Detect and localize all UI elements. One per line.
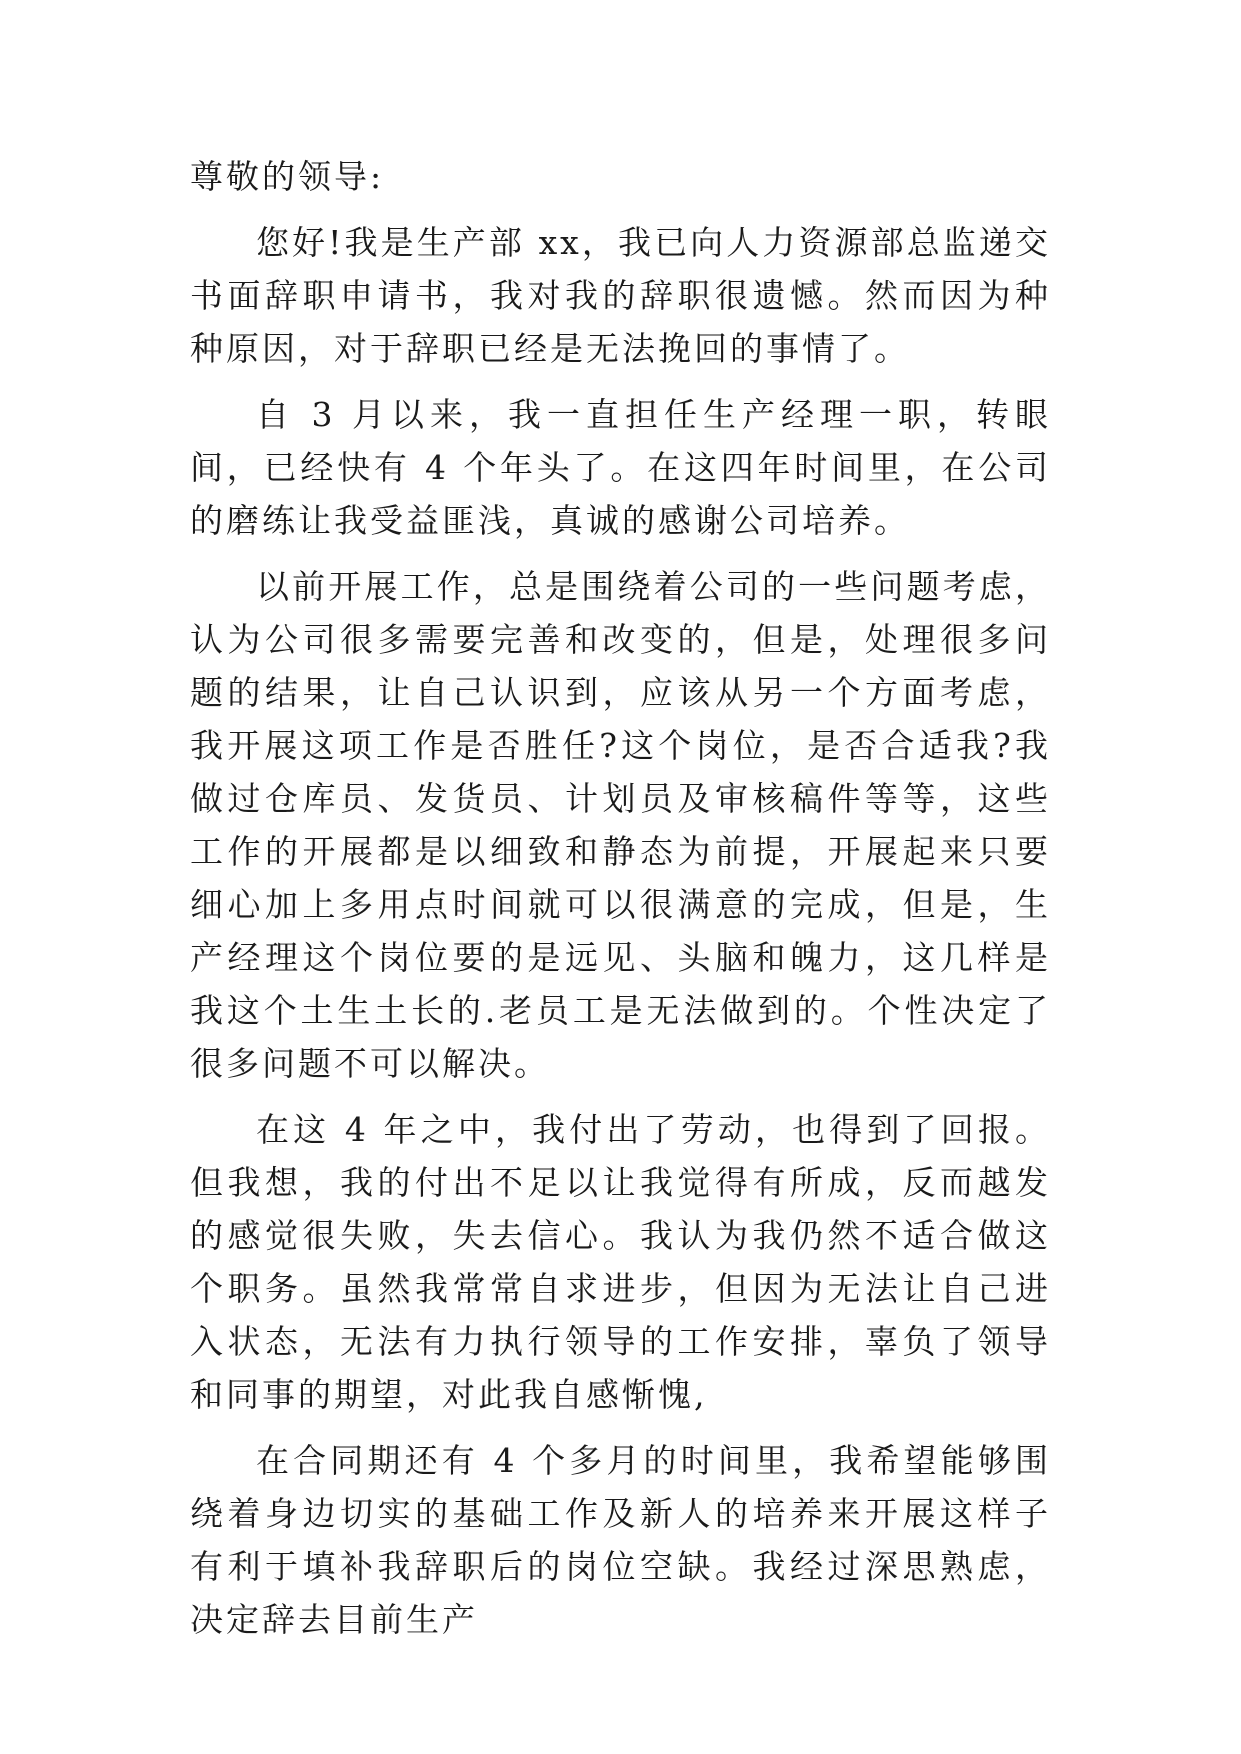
letter-body xyxy=(190,150,1051,1659)
salutation: 尊敬的领导: xyxy=(190,157,385,196)
paragraph-handover: 在合同期还有 4 个多月的时间里，我希望能够围绕着身边切实的基础工作及新人的培养来开展这样子有利于填补我辞职后的岗位空缺。我经过深思熟虑，决定辞去目前生产 xyxy=(190,1441,1051,1639)
paragraph-greeting: 您好!我是生产部 xx，我已向人力资源部总监递交书面辞职申请书，我对我的辞职很遗憾。然而因为种种原因，对于辞职已经是无法挽回的事情了。 xyxy=(190,223,1051,368)
paragraph-reflection: 以前开展工作，总是围绕着公司的一些问题考虑，认为公司很多需要完善和改变的，但是，处理很多问题的结果，让自己认识到，应该从另一个方面考虑，我开展这项工作是否胜任?这个岗位，是否合适我?我做过仓库员、发货员、计划员及审核稿件等等，这些工作的开展都是以细致和静态为前提，开展起来只要细心加上多用点时间就可以很满意的完成，但是，生产经理这个岗位要的是远见、头脑和魄力，这几样是我这个土生土长的.老员工是无法做到的。个性决定了很多问题不可以解决。 xyxy=(190,567,1051,1083)
paragraph-tenure: 自 3 月以来，我一直担任生产经理一职，转眼间，已经快有 4 个年头了。在这四年时间里，在公司的磨练让我受益匪浅，真诚的感谢公司培养。 xyxy=(190,395,1051,540)
paragraph-confidence: 在这 4 年之中，我付出了劳动，也得到了回报。但我想，我的付出不足以让我觉得有所成，反而越发的感觉很失败，失去信心。我认为我仍然不适合做这个职务。虽然我常常自求进步，但因为无法让自己进入状态，无法有力执行领导的工作安排，辜负了领导和同事的期望，对此我自感惭愧, xyxy=(190,1110,1051,1414)
